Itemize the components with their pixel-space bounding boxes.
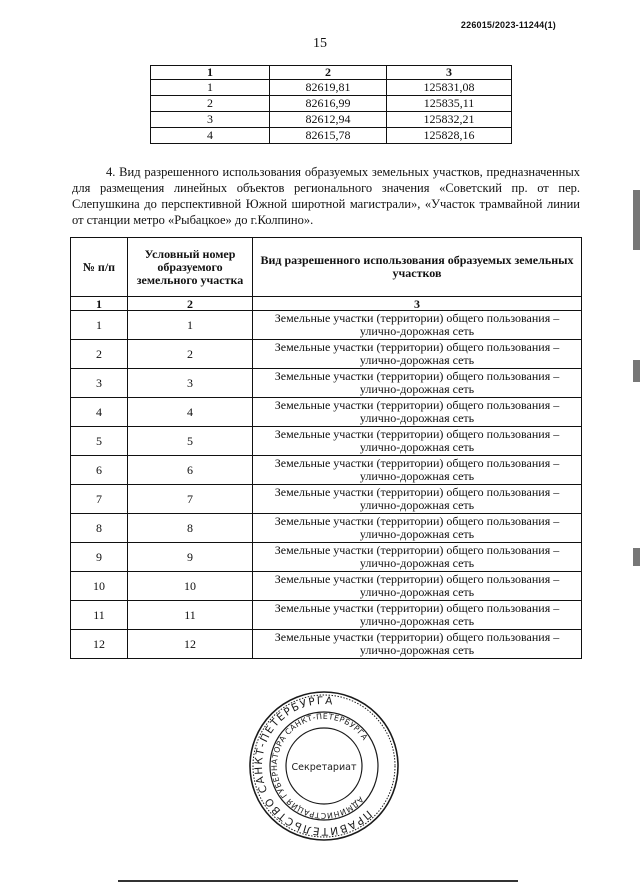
row-number: 10 <box>71 572 128 601</box>
use-description: Земельные участки (территории) общего пользования – улично-дорожная сеть <box>253 456 582 485</box>
scan-edge-mark <box>633 190 640 250</box>
row-number: 6 <box>71 456 128 485</box>
plot-number: 9 <box>128 543 253 572</box>
row-number: 4 <box>71 398 128 427</box>
column-header: 3 <box>387 66 512 80</box>
point-number: 1 <box>151 80 270 96</box>
plot-number: 3 <box>128 369 253 398</box>
page-number: 15 <box>313 36 327 51</box>
table-row <box>71 369 582 398</box>
table-row <box>71 601 582 630</box>
table-row <box>71 543 582 572</box>
use-description: Земельные участки (территории) общего пользования – улично-дорожная сеть <box>253 572 582 601</box>
official-stamp <box>248 690 400 842</box>
use-description: Земельные участки (территории) общего пользования – улично-дорожная сеть <box>253 398 582 427</box>
row-number: 12 <box>71 630 128 659</box>
coordinate-x: 82612,94 <box>270 112 387 128</box>
plot-number: 1 <box>128 311 253 340</box>
scan-edge-mark <box>633 548 640 566</box>
scan-edge-mark <box>633 360 640 382</box>
plot-number: 11 <box>128 601 253 630</box>
table-row <box>71 630 582 659</box>
row-number: 11 <box>71 601 128 630</box>
row-number: 7 <box>71 485 128 514</box>
coordinates-table <box>150 65 512 144</box>
table-header-row <box>71 238 582 297</box>
plot-number: 8 <box>128 514 253 543</box>
use-description: Земельные участки (территории) общего пользования – улично-дорожная сеть <box>253 340 582 369</box>
plot-number: 10 <box>128 572 253 601</box>
stamp-center-text: Секретариат <box>291 762 357 773</box>
paragraph-text: 4. Вид разрешенного использования образуемых земельных участков, предназначенных для размещения линейных объектов регионального значения «Советский пр. от пер. Слепушкина до перспективной Южной широтной магистрали», «Участок трамвайной линии от станции метро «Рыбацкое» до г.Колпино». <box>72 165 580 227</box>
coordinate-x: 82619,81 <box>270 80 387 96</box>
plot-number: 2 <box>128 340 253 369</box>
plot-number: 7 <box>128 485 253 514</box>
coordinate-x: 82616,99 <box>270 96 387 112</box>
coordinate-y: 125835,11 <box>387 96 512 112</box>
point-number: 3 <box>151 112 270 128</box>
use-description: Земельные участки (территории) общего пользования – улично-дорожная сеть <box>253 485 582 514</box>
point-number: 4 <box>151 128 270 144</box>
table-row <box>71 572 582 601</box>
plot-number: 5 <box>128 427 253 456</box>
use-description: Земельные участки (территории) общего пользования – улично-дорожная сеть <box>253 427 582 456</box>
row-number: 9 <box>71 543 128 572</box>
coordinate-y: 125831,08 <box>387 80 512 96</box>
bottom-rule <box>118 880 518 882</box>
plot-number: 6 <box>128 456 253 485</box>
stamp-outer-text: ПРАВИТЕЛЬСТВО САНКТ-ПЕТЕРБУРГА <box>252 694 374 838</box>
row-number: 1 <box>71 311 128 340</box>
table-row <box>71 340 582 369</box>
plot-number: 4 <box>128 398 253 427</box>
table-row <box>71 514 582 543</box>
coordinate-x: 82615,78 <box>270 128 387 144</box>
point-number: 2 <box>151 96 270 112</box>
document-number: 226015/2023-11244(1) <box>460 20 556 30</box>
table-row <box>151 112 512 128</box>
use-description: Земельные участки (территории) общего пользования – улично-дорожная сеть <box>253 630 582 659</box>
column-number: 2 <box>128 297 253 311</box>
column-header-plot-id: Условный номер образуемого земельного участка <box>128 238 253 297</box>
table-row <box>151 96 512 112</box>
table-header-row <box>151 66 512 80</box>
column-header: 1 <box>151 66 270 80</box>
use-description: Земельные участки (территории) общего пользования – улично-дорожная сеть <box>253 514 582 543</box>
land-use-table <box>70 237 582 659</box>
table-row <box>71 398 582 427</box>
stamp-inner-text: АДМИНИСТРАЦИЯ ГУБЕРНАТОРА САНКТ-ПЕТЕРБУРГА <box>269 711 370 821</box>
use-description: Земельные участки (территории) общего пользования – улично-дорожная сеть <box>253 543 582 572</box>
plot-number: 12 <box>128 630 253 659</box>
table-row <box>71 427 582 456</box>
table-row <box>151 128 512 144</box>
use-description: Земельные участки (территории) общего пользования – улично-дорожная сеть <box>253 311 582 340</box>
use-description: Земельные участки (территории) общего пользования – улично-дорожная сеть <box>253 601 582 630</box>
table-row <box>71 311 582 340</box>
column-header: 2 <box>270 66 387 80</box>
column-header-number: № п/п <box>71 238 128 297</box>
row-number: 2 <box>71 340 128 369</box>
coordinate-y: 125832,21 <box>387 112 512 128</box>
coordinate-y: 125828,16 <box>387 128 512 144</box>
row-number: 5 <box>71 427 128 456</box>
column-number: 1 <box>71 297 128 311</box>
column-header-use-type: Вид разрешенного использования образуемых земельных участков <box>253 238 582 297</box>
table-row <box>71 485 582 514</box>
column-number: 3 <box>253 297 582 311</box>
use-description: Земельные участки (территории) общего пользования – улично-дорожная сеть <box>253 369 582 398</box>
row-number: 8 <box>71 514 128 543</box>
section-paragraph <box>72 164 580 228</box>
table-row <box>71 456 582 485</box>
table-column-numbers-row <box>71 297 582 311</box>
row-number: 3 <box>71 369 128 398</box>
table-row <box>151 80 512 96</box>
